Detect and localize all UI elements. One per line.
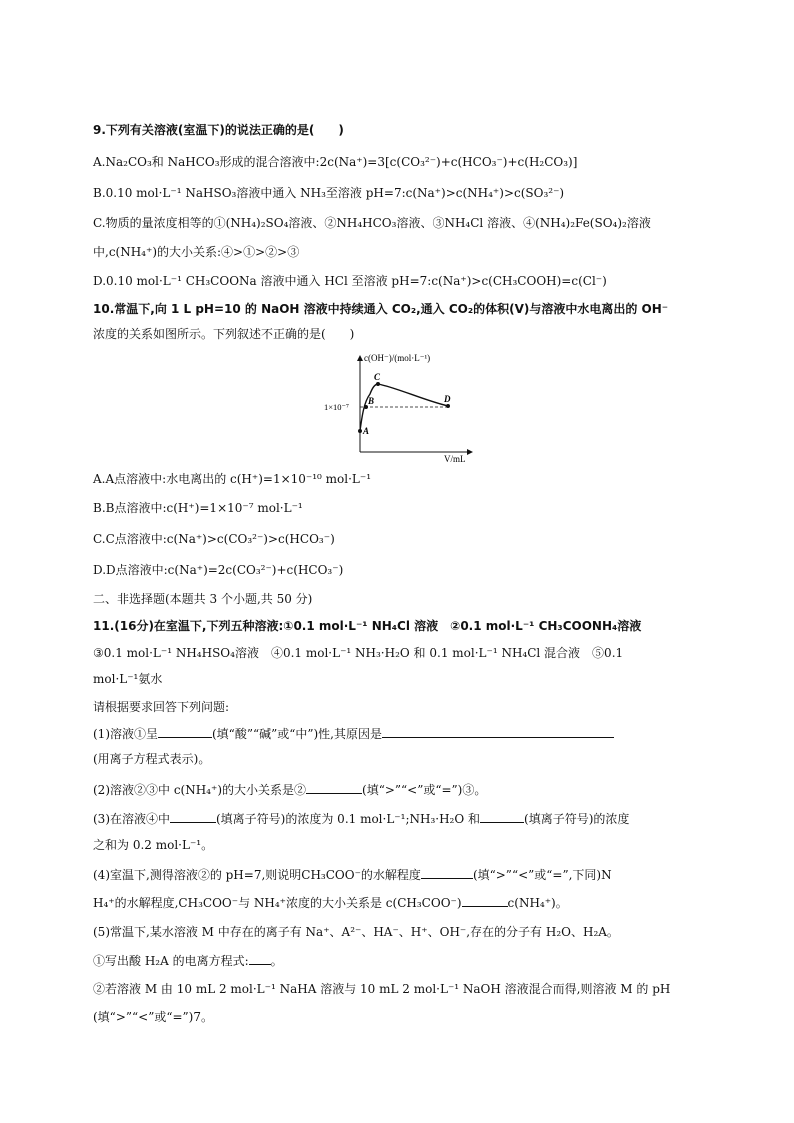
q11-part1-blank-1[interactable] xyxy=(158,725,212,738)
q11-intro-line2: ③0.1 mol·L⁻¹ NH₄HSO₄溶液 ④0.1 mol·L⁻¹ NH₃·H₂O 和 0.1 mol·L⁻¹ NH₄Cl 混合液 ⑤0.1 xyxy=(93,646,624,660)
graph-x-axis-label: V/mL xyxy=(444,454,466,464)
q11-part5-1 xyxy=(93,952,283,970)
graph-label-d: D xyxy=(444,394,451,404)
q10-option-c: C.C点溶液中:c(Na⁺)>c(CO₃²⁻)>c(HCO₃⁻) xyxy=(93,532,335,546)
q9-option-c-line2: 中,c(NH₄⁺)的大小关系:④>①>②>③ xyxy=(93,245,300,259)
q11-part4-blank-1[interactable] xyxy=(421,866,473,879)
q10-option-b: B.B点溶液中:c(H⁺)=1×10⁻⁷ mol·L⁻¹ xyxy=(93,501,303,515)
q10-option-d: D.D点溶液中:c(Na⁺)=2c(CO₃²⁻)+c(HCO₃⁻) xyxy=(93,563,344,577)
q11-part5-1-blank[interactable] xyxy=(249,952,271,965)
q10-graph xyxy=(318,350,478,464)
q11-part4-cont xyxy=(93,894,568,912)
q11-part3-text-b: (填离子符号)的浓度为 0.1 mol·L⁻¹;NH₃·H₂O 和 xyxy=(216,812,481,826)
q11-part5-1-text: ①写出酸 H₂A 的电离方程式: xyxy=(93,954,249,968)
q11-part1-blank-2[interactable] xyxy=(382,725,614,738)
q11-part3-blank-2[interactable] xyxy=(480,810,524,823)
q11-part1-text-b: (填“酸”“碱”或“中”)性,其原因是 xyxy=(212,727,382,741)
q9-option-b: B.0.10 mol·L⁻¹ NaHSO₃溶液中通入 NH₃至溶液 pH=7:c(Na⁺)>c(NH₄⁺)>c(SO₃²⁻) xyxy=(93,186,565,200)
q11-part3 xyxy=(93,810,629,828)
q11-part1-text-a: (1)溶液①呈 xyxy=(93,727,158,741)
q10-stem-line1 xyxy=(93,300,668,318)
q10-stem-text: 10.常温下,向 1 L pH=10 的 NaOH 溶液中持续通入 CO₂,通入 CO₂的体积(V)与溶液中水电离出的 OH⁻ xyxy=(93,302,669,316)
q11-part4-text-c: H₄⁺的水解程度,CH₃COO⁻与 NH₄⁺浓度的大小关系是 c(CH₃COO⁻) xyxy=(93,896,462,910)
q11-part5: (5)常温下,某水溶液 M 中存在的离子有 Na⁺、A²⁻、HA⁻、H⁺、OH⁻,存在的分子有 H₂O、H₂A。 xyxy=(93,925,619,939)
q9-stem: 9.下列有关溶液(室温下)的说法正确的是( ) xyxy=(93,123,344,137)
section-2-heading: 二、非选择题(本题共 3 个小题,共 50 分) xyxy=(93,592,313,606)
graph-y-axis-label: c(OH⁻)/(mol·L⁻¹) xyxy=(364,353,431,363)
q9-option-a: A.Na₂CO₃和 NaHCO₃形成的混合溶液中:2c(Na⁺)=3[c(CO₃²⁻)+c(HCO₃⁻)+c(H₂CO₃)] xyxy=(93,155,578,169)
q11-part2-text-a: (2)溶液②③中 c(NH₄⁺)的大小关系是② xyxy=(93,783,307,797)
graph-point-d xyxy=(446,404,450,408)
q9-option-d: D.0.10 mol·L⁻¹ CH₃COONa 溶液中通入 HCl 至溶液 pH=7:c(Na⁺)>c(CH₃COOH)=c(Cl⁻) xyxy=(93,274,607,288)
q11-part2 xyxy=(93,781,486,799)
graph-label-c: C xyxy=(374,372,381,382)
q11-part4-blank-2[interactable] xyxy=(462,894,508,907)
graph-point-a xyxy=(358,429,362,433)
q11-prompt: 请根据要求回答下列问题: xyxy=(93,700,230,714)
q11-part3-end: 之和为 0.2 mol·L⁻¹。 xyxy=(93,838,214,852)
graph-curve xyxy=(360,384,448,431)
q11-part2-text-b: (填“>”“<”或“=”)③。 xyxy=(362,783,487,797)
q11-part3-blank-1[interactable] xyxy=(170,810,216,823)
q11-part3-text-a: (3)在溶液④中 xyxy=(93,812,170,826)
q11-part5-2-cont: (填“>”“<”或“=”)7。 xyxy=(93,1010,213,1024)
q11-part4 xyxy=(93,866,612,884)
graph-label-a: A xyxy=(363,426,370,436)
q11-part4-text-b: (填“>”“<”或“=”,下同)N xyxy=(472,868,612,882)
q10-stem-line2: 浓度的关系如图所示。下列叙述不正确的是( ) xyxy=(93,327,355,341)
q11-part5-2: ②若溶液 M 由 10 mL 2 mol·L⁻¹ NaHA 溶液与 10 mL 2 mol·L⁻¹ NaOH 溶液混合而得,则溶液 M 的 pH xyxy=(93,982,671,996)
graph-y-tick: 1×10⁻⁷ xyxy=(324,402,349,412)
q11-intro-line3: mol·L⁻¹氨水 xyxy=(93,672,163,686)
q11-intro-line1: 11.(16分)在室温下,下列五种溶液:①0.1 mol·L⁻¹ NH₄Cl 溶液 ②0.1 mol·L⁻¹ CH₃COONH₄溶液 xyxy=(93,619,642,633)
q10-option-a: A.A点溶液中:水电离出的 c(H⁺)=1×10⁻¹⁰ mol·L⁻¹ xyxy=(93,472,372,486)
q11-part2-blank[interactable] xyxy=(306,781,362,794)
q9-option-c-line1: C.物质的量浓度相等的①(NH₄)₂SO₄溶液、②NH₄HCO₃溶液、③NH₄Cl 溶液、④(NH₄)₂Fe(SO₄)₂溶液 xyxy=(93,216,651,230)
q11-part1 xyxy=(93,725,614,743)
q11-part3-text-c: (填离子符号)的浓度 xyxy=(524,812,630,826)
q11-part1-end: (用离子方程式表示)。 xyxy=(93,752,211,766)
q11-part5-1-end: 。 xyxy=(270,954,283,968)
graph-point-c xyxy=(376,382,380,386)
graph-label-b: B xyxy=(368,396,375,406)
q11-part4-text-d: c(NH₄⁺)。 xyxy=(507,896,568,910)
q11-part4-text-a: (4)室温下,测得溶液②的 pH=7,则说明CH₃COO⁻的水解程度 xyxy=(93,868,421,882)
